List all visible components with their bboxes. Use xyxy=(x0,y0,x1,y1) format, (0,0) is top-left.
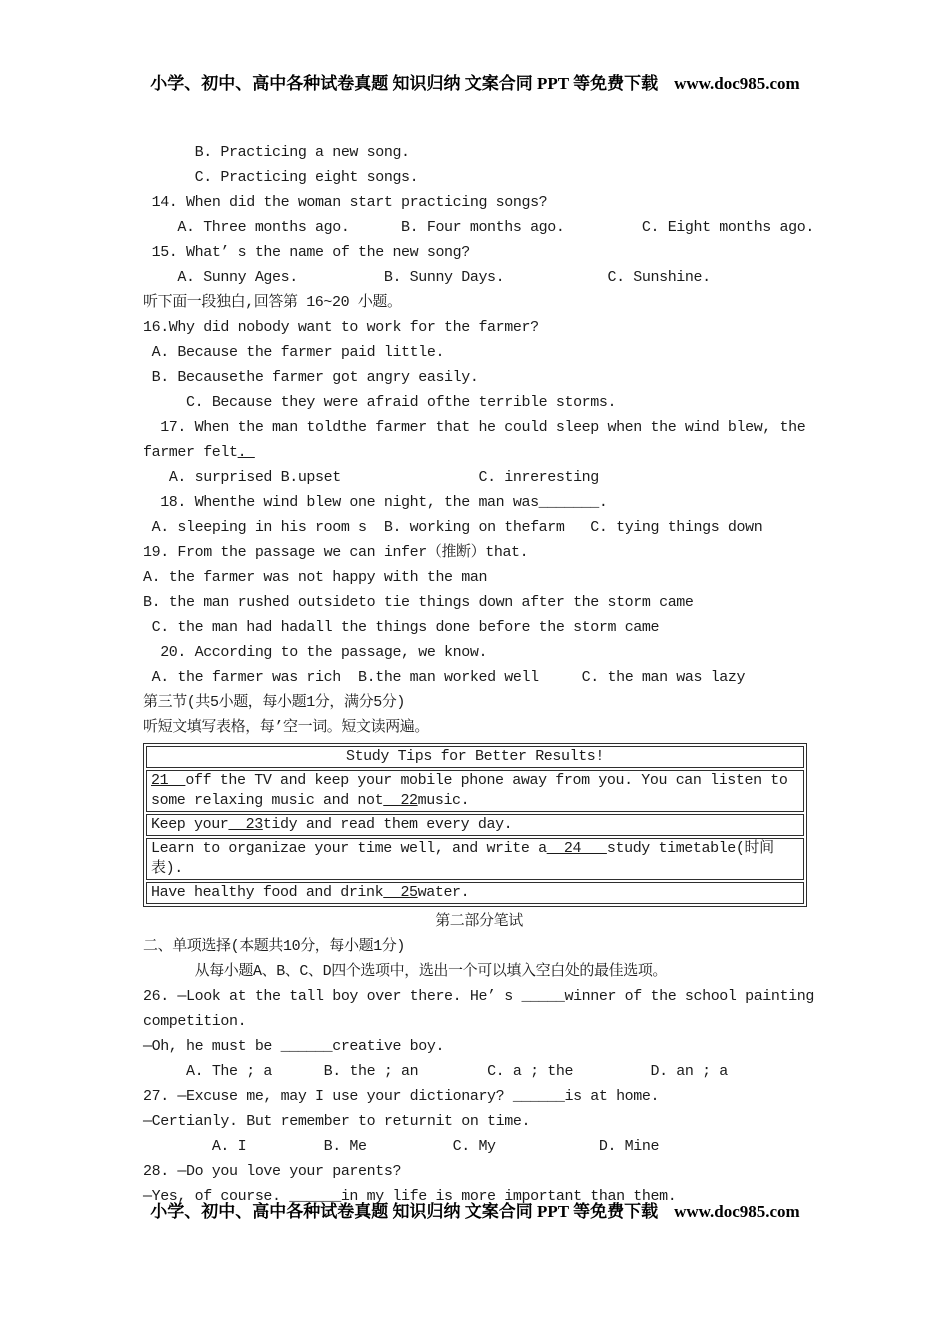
text-segment: B. Becausethe farmer got angry easily. xyxy=(143,369,479,386)
text-segment: water. xyxy=(417,884,470,901)
header-watermark xyxy=(0,69,950,94)
text-line xyxy=(143,640,815,665)
footer-watermark xyxy=(0,1197,950,1222)
text-segment: 16.Why did nobody want to work for the farmer? xyxy=(143,319,539,336)
text-line xyxy=(143,465,815,490)
text-segment: 19. From the passage we can infer（推断）that. xyxy=(143,544,529,561)
text-line xyxy=(143,1084,815,1109)
text-line xyxy=(143,959,815,984)
text-segment: farmer felt xyxy=(143,444,238,461)
text-segment: off the TV and keep your mobile phone away from you. You can listen to some relaxing music and not xyxy=(151,772,797,809)
underlined-text: 22 xyxy=(383,792,418,809)
text-line xyxy=(143,215,815,240)
text-segment: 第二部分笔试 xyxy=(435,913,523,930)
text-segment: A. sleeping in his room s B. working on thefarm C. tying things down xyxy=(143,519,763,536)
text-line xyxy=(143,440,815,465)
text-segment: Have healthy food and drink xyxy=(151,884,384,901)
text-line xyxy=(143,984,815,1009)
text-segment: A. surprised B.upset C. inreresting xyxy=(143,469,599,486)
text-segment: —Yes, of course. ______in my life is more important than them. xyxy=(143,1188,677,1205)
text-segment: A. the farmer was rich B.the man worked well C. the man was lazy xyxy=(143,669,746,686)
text-line xyxy=(143,715,815,740)
text-line xyxy=(143,1134,815,1159)
text-line xyxy=(143,365,815,390)
text-line xyxy=(143,540,815,565)
table-row xyxy=(146,882,804,904)
text-line xyxy=(143,290,815,315)
header-watermark-text: 小学、初中、高中各种试卷真题 知识归纳 文案合同 PPT 等免费下载 xyxy=(150,74,659,93)
table-cell xyxy=(146,838,804,880)
text-line xyxy=(143,140,815,165)
text-segment: Keep your xyxy=(151,816,229,833)
text-line xyxy=(143,615,815,640)
text-line xyxy=(143,240,815,265)
text-segment: —Oh, he must be ______creative boy. xyxy=(143,1038,445,1055)
text-segment: 17. When the man toldthe farmer that he could sleep when the wind blew, the xyxy=(143,419,806,436)
text-segment: Study Tips for Better Results! xyxy=(345,748,605,765)
text-line xyxy=(143,265,815,290)
table-row xyxy=(146,746,804,768)
text-line xyxy=(143,1034,815,1059)
text-line xyxy=(143,490,815,515)
text-line xyxy=(143,1109,815,1134)
text-line xyxy=(143,665,815,690)
text-segment: 26. —Look at the tall boy over there. He’ s _____winner of the school painting xyxy=(143,988,814,1005)
text-segment: 28. —Do you love your parents? xyxy=(143,1163,402,1180)
text-segment: B. Practicing a new song. xyxy=(143,144,410,161)
text-segment: competition. xyxy=(143,1013,247,1030)
text-segment: C. the man had hadall the things done before the storm came xyxy=(143,619,660,636)
text-segment: 18. Whenthe wind blew one night, the man was_______. xyxy=(143,494,608,511)
text-segment: A. The ; a B. the ; an C. a ; the D. an ; a xyxy=(143,1063,728,1080)
text-line xyxy=(143,415,815,440)
exam-body xyxy=(143,140,815,1209)
text-line xyxy=(143,515,815,540)
text-line xyxy=(143,390,815,415)
text-line xyxy=(143,1059,815,1084)
text-line xyxy=(143,565,815,590)
text-line xyxy=(143,934,815,959)
table-cell xyxy=(146,882,804,904)
underlined-text: . xyxy=(237,444,255,461)
text-segment: tidy and read them every day. xyxy=(262,816,513,833)
text-segment: 14. When did the woman start practicing songs? xyxy=(143,194,548,211)
written-section-lines xyxy=(143,909,815,1209)
table-row xyxy=(146,770,804,812)
text-line xyxy=(143,690,815,715)
table-cell xyxy=(146,770,804,812)
study-tips-table xyxy=(143,743,807,907)
underlined-text: 21 xyxy=(151,772,186,789)
text-line xyxy=(143,1159,815,1184)
text-line xyxy=(143,590,815,615)
table-row xyxy=(146,838,804,880)
text-segment: 听下面一段独白,回答第 16~20 小题。 xyxy=(143,294,402,311)
underlined-text: 25 xyxy=(383,884,418,901)
text-line xyxy=(143,315,815,340)
text-line xyxy=(143,909,815,934)
text-segment: A. Three months ago. B. Four months ago. C. Eight months ago. xyxy=(143,219,814,236)
text-segment: 第三节(共5小题，每小题1分，满分5分) xyxy=(143,694,406,711)
text-segment: A. Because the farmer paid little. xyxy=(143,344,445,361)
text-segment: C. Because they were afraid ofthe terrible storms. xyxy=(143,394,617,411)
text-segment: music. xyxy=(417,792,470,809)
table-row xyxy=(146,814,804,836)
text-segment: 15. What’ s the name of the new song? xyxy=(143,244,470,261)
header-site-url: www.doc985.com xyxy=(674,74,800,93)
text-segment: Learn to organizae your time well, and write a xyxy=(151,840,547,857)
text-segment: 27. —Excuse me, may I use your dictionary? ______is at home. xyxy=(143,1088,660,1105)
text-line xyxy=(143,165,815,190)
text-line xyxy=(143,340,815,365)
text-segment: 从每小题A、B、C、D四个选项中，选出一个可以填入空白处的最佳选项。 xyxy=(143,963,668,980)
text-segment: —Certianly. But remember to returnit on time. xyxy=(143,1113,531,1130)
text-segment: 听短文填写表格，每’空一词。短文读两遍。 xyxy=(143,719,430,736)
text-line xyxy=(143,1009,815,1034)
table-cell xyxy=(146,746,804,768)
underlined-text: 23 xyxy=(228,816,263,833)
text-segment: 二、单项选择(本题共10分，每小题1分) xyxy=(143,938,406,955)
text-line xyxy=(143,190,815,215)
underlined-text: 24 xyxy=(546,840,607,857)
text-segment: B. the man rushed outsideto tie things down after the storm came xyxy=(143,594,694,611)
text-segment: A. I B. Me C. My D. Mine xyxy=(143,1138,660,1155)
footer-site-url: www.doc985.com xyxy=(674,1202,800,1221)
listening-section-lines xyxy=(143,140,815,740)
text-segment: study timetable(时间表). xyxy=(151,840,774,877)
text-segment: 20. According to the passage, we know. xyxy=(143,644,488,661)
text-segment: A. the farmer was not happy with the man xyxy=(143,569,488,586)
text-segment: A. Sunny Ages. B. Sunny Days. C. Sunshine. xyxy=(143,269,711,286)
footer-watermark-text: 小学、初中、高中各种试卷真题 知识归纳 文案合同 PPT 等免费下载 xyxy=(150,1202,659,1221)
text-segment: C. Practicing eight songs. xyxy=(143,169,419,186)
table-cell xyxy=(146,814,804,836)
